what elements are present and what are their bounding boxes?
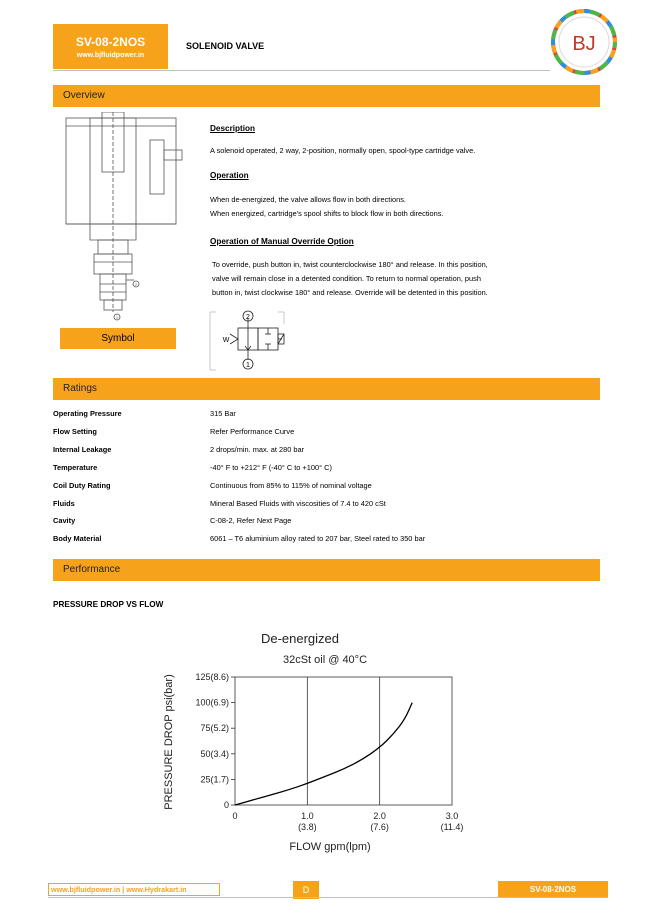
y-tick-label: 50(3.4) <box>200 748 229 759</box>
symbol-w-label: W <box>222 337 230 344</box>
rating-label: Temperature <box>53 463 98 472</box>
model-badge <box>53 24 168 69</box>
rating-label: Cavity <box>53 516 76 525</box>
x-tick-label: 0 <box>232 811 238 821</box>
ratings-label: Ratings <box>63 383 97 394</box>
rating-label: Flow Setting <box>53 427 97 436</box>
page-number: D <box>302 885 310 895</box>
bj-logo <box>550 8 618 76</box>
rating-label: Operating Pressure <box>53 409 122 418</box>
rating-value: Continuous from 85% to 115% of nominal voltage <box>210 481 372 490</box>
logo-text: BJ <box>572 33 596 55</box>
x-tick-sublabel: (11.4) <box>440 822 464 832</box>
overview-section-bar <box>53 85 600 107</box>
x-tick-label: 3.0 <box>445 811 459 821</box>
pressure-drop-chart <box>140 620 500 860</box>
page-title: SOLENOID VALVE <box>186 41 265 51</box>
footer-model-box <box>498 881 608 897</box>
footer-model: SV-08-2NOS <box>529 885 577 894</box>
valve-cross-section-drawing <box>60 112 190 322</box>
header-divider <box>53 70 550 71</box>
chart-heading: PRESSURE DROP VS FLOW <box>53 600 164 609</box>
operation-heading: Operation <box>210 171 249 180</box>
override-line-3: button in, twist clockwise 180° and release. Override will be detented in this position. <box>212 288 488 297</box>
x-tick-sublabel: (7.6) <box>370 822 389 832</box>
drawing-port-1-label: 1 <box>115 315 119 320</box>
chart-plot-frame <box>235 677 452 805</box>
rating-value: C-08-2, Refer Next Page <box>210 516 292 525</box>
model-number: SV-08-2NOS <box>75 35 146 49</box>
rating-label: Body Material <box>53 534 102 543</box>
override-line-1: To override, push button in, twist counterclockwise 180° and release. In this position, <box>212 260 488 269</box>
header-website[interactable]: www.bjfluidpower.in <box>76 52 145 59</box>
operation-line-1: When de-energized, the valve allows flow in both directions. <box>210 195 406 204</box>
symbol-label: Symbol <box>101 333 135 344</box>
x-tick-sublabel: (3.8) <box>298 822 317 832</box>
y-tick-label: 100(6.9) <box>195 697 229 708</box>
rating-value: 6061 – T6 aluminium alloy rated to 207 bar, Steel rated to 350 bar <box>210 534 426 543</box>
chart-title: De-energized <box>260 631 340 646</box>
rating-value: Mineral Based Fluids with viscosities of 7.4 to 420 cSt <box>210 499 386 508</box>
operation-line-2: When energized, cartridge's spool shifts to block flow in both directions. <box>210 209 444 218</box>
y-tick-label: 125(8.6) <box>195 672 229 682</box>
symbol-port-1: 1 <box>246 362 250 369</box>
symbol-label-box <box>60 328 176 349</box>
y-tick-label: 0 <box>223 800 229 810</box>
override-heading: Operation of Manual Override Option <box>210 237 354 246</box>
drawing-port-2-label: 2 <box>134 282 138 287</box>
x-tick-label: 2.0 <box>373 811 386 821</box>
override-line-2: valve will remain close in a detented condition. To return to normal operation, push <box>212 274 481 283</box>
y-tick-label: 75(5.2) <box>200 723 229 734</box>
rating-label: Coil Duty Rating <box>53 481 111 490</box>
ratings-section-bar <box>53 378 600 400</box>
rating-value: -40° F to +212° F (-40° C to +100° C) <box>210 463 332 472</box>
overview-label: Overview <box>63 90 105 101</box>
performance-label: Performance <box>63 564 121 575</box>
symbol-port-2: 2 <box>246 314 250 321</box>
description-text: A solenoid operated, 2 way, 2-position, normally open, spool-type cartridge valve. <box>210 146 476 155</box>
rating-value: Refer Performance Curve <box>210 427 295 436</box>
chart-series-line <box>235 703 412 805</box>
footer-links[interactable]: www.bjfluidpower.in | www.Hydrakart.in <box>48 883 220 896</box>
chart-y-axis-label: PRESSURE DROP psi(bar) <box>163 674 175 810</box>
chart-subtitle: 32cSt oil @ 40°C <box>282 654 368 666</box>
hydraulic-symbol <box>208 310 286 372</box>
rating-value: 315 Bar <box>210 409 236 418</box>
x-tick-label: 1.0 <box>301 811 314 821</box>
chart-x-axis-label: FLOW gpm(lpm) <box>289 841 371 853</box>
performance-section-bar <box>53 559 600 581</box>
y-tick-label: 25(1.7) <box>200 774 229 785</box>
rating-value: 2 drops/min. max. at 280 bar <box>210 445 305 454</box>
rating-label: Fluids <box>53 499 75 508</box>
footer-divider <box>48 897 608 898</box>
rating-label: Internal Leakage <box>53 445 112 454</box>
description-heading: Description <box>210 124 256 133</box>
